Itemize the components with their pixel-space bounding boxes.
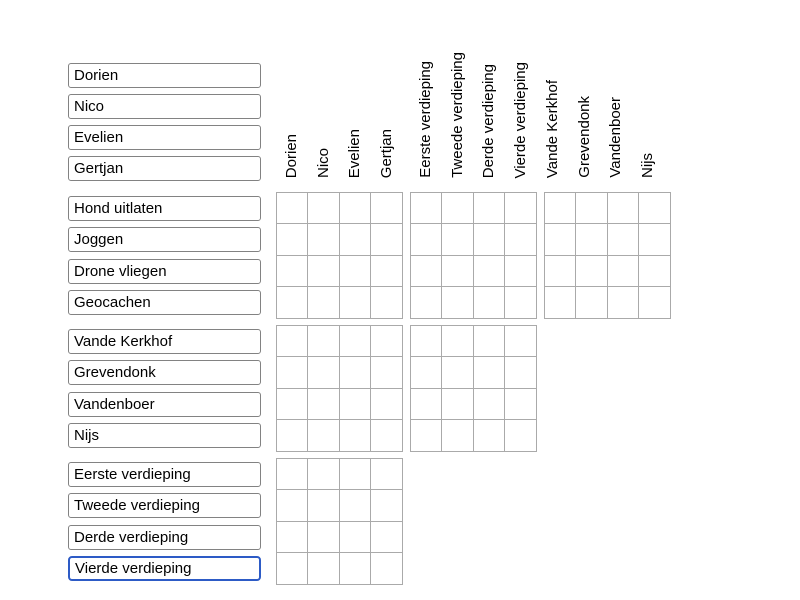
names-list xyxy=(68,63,261,181)
grid-cell[interactable] xyxy=(576,256,607,287)
grid-floors-names xyxy=(276,458,403,585)
grid-cell[interactable] xyxy=(371,522,402,553)
grid-cell[interactable] xyxy=(474,420,505,451)
grid-cell[interactable] xyxy=(308,326,339,357)
grid-cell[interactable] xyxy=(442,389,473,420)
column-header: Tweede verdieping xyxy=(448,52,466,178)
grid-cell[interactable] xyxy=(371,420,402,451)
grid-cell[interactable] xyxy=(411,224,442,255)
grid-cell[interactable] xyxy=(371,553,402,584)
grid-cell[interactable] xyxy=(442,326,473,357)
grid-cell[interactable] xyxy=(545,193,576,224)
grid-cell[interactable] xyxy=(505,420,536,451)
grid-activities-surnames xyxy=(544,192,671,319)
grid-cell[interactable] xyxy=(411,420,442,451)
grid-cell[interactable] xyxy=(576,224,607,255)
grid-cell[interactable] xyxy=(608,287,639,318)
grid-cell[interactable] xyxy=(505,357,536,388)
grid-cell[interactable] xyxy=(277,522,308,553)
floor-item-input-focused[interactable] xyxy=(68,556,261,581)
grid-cell[interactable] xyxy=(639,256,670,287)
grid-cell[interactable] xyxy=(442,256,473,287)
column-header: Evelien xyxy=(346,128,364,178)
grid-activities-floors xyxy=(410,192,537,319)
grid-cell[interactable] xyxy=(505,326,536,357)
grid-cell[interactable] xyxy=(277,287,308,318)
activity-item-input[interactable] xyxy=(68,196,261,221)
grid-cell[interactable] xyxy=(371,287,402,318)
name-item-input[interactable] xyxy=(68,94,261,119)
column-header: Vande Kerkhof xyxy=(543,79,561,178)
activity-item-input[interactable] xyxy=(68,227,261,252)
grid-cell[interactable] xyxy=(442,224,473,255)
grid-cell[interactable] xyxy=(340,224,371,255)
grid-cell[interactable] xyxy=(277,420,308,451)
grid-cell[interactable] xyxy=(474,326,505,357)
grid-cell[interactable] xyxy=(308,287,339,318)
column-header: Derde verdieping xyxy=(480,63,498,178)
grid-cell[interactable] xyxy=(474,357,505,388)
grid-surnames-names xyxy=(276,325,403,452)
grid-cell[interactable] xyxy=(277,224,308,255)
grid-cell[interactable] xyxy=(474,193,505,224)
grid-cell[interactable] xyxy=(308,357,339,388)
grid-cell[interactable] xyxy=(639,287,670,318)
grid-cell[interactable] xyxy=(340,420,371,451)
grid-cell[interactable] xyxy=(442,357,473,388)
grid-cell[interactable] xyxy=(277,256,308,287)
grid-cell[interactable] xyxy=(371,326,402,357)
grid-cell[interactable] xyxy=(474,256,505,287)
grid-cell[interactable] xyxy=(340,553,371,584)
grid-cell[interactable] xyxy=(371,256,402,287)
grid-cell[interactable] xyxy=(545,256,576,287)
grid-cell[interactable] xyxy=(411,326,442,357)
activities-list xyxy=(68,196,261,315)
grid-cell[interactable] xyxy=(308,193,339,224)
grid-cell[interactable] xyxy=(505,256,536,287)
grid-cell[interactable] xyxy=(639,193,670,224)
grid-cell[interactable] xyxy=(340,256,371,287)
grid-cell[interactable] xyxy=(411,193,442,224)
grid-cell[interactable] xyxy=(340,389,371,420)
column-header: Nijs xyxy=(639,153,657,178)
floor-item-input[interactable] xyxy=(68,462,261,487)
name-item-input[interactable] xyxy=(68,156,261,181)
grid-cell[interactable] xyxy=(442,287,473,318)
column-headers-surnames xyxy=(537,0,664,178)
surname-item-input[interactable] xyxy=(68,360,261,385)
grid-cell[interactable] xyxy=(545,287,576,318)
grid-cell[interactable] xyxy=(371,389,402,420)
grid-cell[interactable] xyxy=(277,193,308,224)
column-header: Vierde verdieping xyxy=(512,61,530,178)
grid-cell[interactable] xyxy=(277,326,308,357)
column-header: Vandenboer xyxy=(607,97,625,178)
grid-cell[interactable] xyxy=(308,420,339,451)
name-item-input[interactable] xyxy=(68,63,261,88)
surname-item-input[interactable] xyxy=(68,423,261,448)
activity-item-input[interactable] xyxy=(68,259,261,284)
grid-cell[interactable] xyxy=(308,256,339,287)
surnames-list xyxy=(68,329,261,448)
grid-cell[interactable] xyxy=(308,553,339,584)
column-headers-names xyxy=(276,0,403,178)
grid-cell[interactable] xyxy=(608,256,639,287)
floor-item-input[interactable] xyxy=(68,525,261,550)
grid-activities-names xyxy=(276,192,403,319)
grid-cell[interactable] xyxy=(505,389,536,420)
activity-item-input[interactable] xyxy=(68,290,261,315)
grid-cell[interactable] xyxy=(308,389,339,420)
surname-item-input[interactable] xyxy=(68,392,261,417)
grid-cell[interactable] xyxy=(371,193,402,224)
grid-cell[interactable] xyxy=(340,357,371,388)
grid-cell[interactable] xyxy=(308,224,339,255)
grid-cell[interactable] xyxy=(340,522,371,553)
grid-cell[interactable] xyxy=(411,357,442,388)
column-header: Eerste verdieping xyxy=(416,61,434,178)
grid-cell[interactable] xyxy=(608,224,639,255)
column-headers-floors xyxy=(410,0,537,178)
grid-cell[interactable] xyxy=(545,224,576,255)
grid-cell[interactable] xyxy=(277,553,308,584)
grid-cell[interactable] xyxy=(474,389,505,420)
grid-surnames-floors xyxy=(410,325,537,452)
column-header: Gertjan xyxy=(378,128,396,178)
grid-cell[interactable] xyxy=(608,193,639,224)
floors-list xyxy=(68,462,261,581)
grid-cell[interactable] xyxy=(371,459,402,490)
column-header: Nico xyxy=(314,147,332,178)
grid-cell[interactable] xyxy=(576,287,607,318)
grid-cell[interactable] xyxy=(411,256,442,287)
floor-item-input[interactable] xyxy=(68,493,261,518)
grid-cell[interactable] xyxy=(277,389,308,420)
grid-cell[interactable] xyxy=(308,459,339,490)
grid-cell[interactable] xyxy=(277,459,308,490)
surname-item-input[interactable] xyxy=(68,329,261,354)
grid-cell[interactable] xyxy=(442,193,473,224)
grid-cell[interactable] xyxy=(411,287,442,318)
grid-cell[interactable] xyxy=(474,224,505,255)
column-header: Dorien xyxy=(282,133,300,178)
grid-cell[interactable] xyxy=(340,459,371,490)
grid-cell[interactable] xyxy=(371,224,402,255)
grid-cell[interactable] xyxy=(576,193,607,224)
name-item-input[interactable] xyxy=(68,125,261,150)
grid-cell[interactable] xyxy=(505,193,536,224)
grid-cell[interactable] xyxy=(340,287,371,318)
grid-cell[interactable] xyxy=(411,389,442,420)
grid-cell[interactable] xyxy=(371,490,402,521)
grid-cell[interactable] xyxy=(639,224,670,255)
column-header: Grevendonk xyxy=(575,96,593,178)
grid-cell[interactable] xyxy=(442,420,473,451)
grid-cell[interactable] xyxy=(340,326,371,357)
grid-cell[interactable] xyxy=(308,490,339,521)
grid-cell[interactable] xyxy=(371,357,402,388)
grid-cell[interactable] xyxy=(340,490,371,521)
grid-cell[interactable] xyxy=(277,490,308,521)
grid-cell[interactable] xyxy=(308,522,339,553)
grid-cell[interactable] xyxy=(474,287,505,318)
grid-cell[interactable] xyxy=(340,193,371,224)
grid-cell[interactable] xyxy=(505,287,536,318)
grid-cell[interactable] xyxy=(277,357,308,388)
grid-cell[interactable] xyxy=(505,224,536,255)
